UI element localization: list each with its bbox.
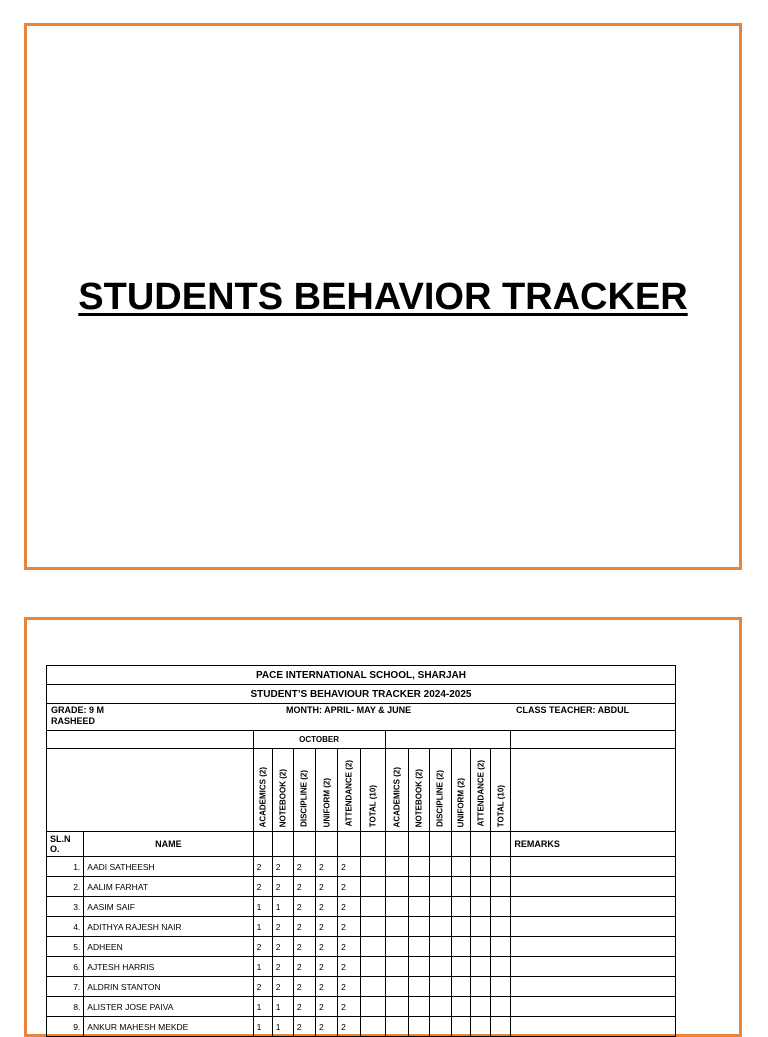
table-row — [47, 937, 676, 957]
table-row — [47, 997, 676, 1017]
class-teacher-label: CLASS TEACHER: ABDUL — [516, 705, 630, 715]
student-slno: 8. — [47, 997, 84, 1017]
empty-cell — [385, 877, 408, 897]
score-cell: 2 — [338, 957, 361, 977]
empty-cell — [491, 937, 511, 957]
empty-cell — [452, 917, 471, 937]
empty-cell — [385, 1017, 408, 1037]
empty-cell — [408, 957, 429, 977]
empty-cell — [385, 917, 408, 937]
empty-cell — [429, 917, 451, 937]
student-name: ALDRIN STANTON — [84, 977, 253, 997]
score-cell: 2 — [338, 897, 361, 917]
remarks-cell — [511, 857, 676, 877]
score-cell: 2 — [316, 977, 338, 997]
score-cell: 2 — [253, 977, 272, 997]
empty-cell — [471, 917, 491, 937]
empty-cell — [452, 877, 471, 897]
col-remarks: REMARKS — [511, 832, 676, 857]
criterion-uniform: UNIFORM (2) — [316, 749, 338, 832]
score-cell: 2 — [293, 857, 315, 877]
empty-cell — [429, 897, 451, 917]
student-slno: 6. — [47, 957, 84, 977]
student-slno: 5. — [47, 937, 84, 957]
score-cell: 1 — [253, 917, 272, 937]
score-cell: 2 — [316, 997, 338, 1017]
class-info — [47, 704, 676, 731]
empty-cell — [491, 997, 511, 1017]
student-slno: 4. — [47, 917, 84, 937]
score-cell: 2 — [253, 877, 272, 897]
score-cell: 2 — [272, 917, 293, 937]
score-cell: 2 — [316, 957, 338, 977]
empty-cell — [471, 997, 491, 1017]
table-row — [47, 977, 676, 997]
student-name: AALIM FARHAT — [84, 877, 253, 897]
cover-page — [24, 23, 742, 570]
empty-cell — [429, 977, 451, 997]
table-row — [47, 857, 676, 877]
empty-cell — [491, 877, 511, 897]
empty-cell — [361, 877, 385, 897]
empty-cell — [361, 997, 385, 1017]
empty-cell — [491, 897, 511, 917]
month-range: MONTH: APRIL- MAY & JUNE — [286, 705, 412, 715]
empty-cell — [385, 857, 408, 877]
empty-cell — [491, 1017, 511, 1037]
empty-cell — [491, 957, 511, 977]
student-slno: 2. — [47, 877, 84, 897]
empty-cell — [429, 997, 451, 1017]
table-row — [47, 957, 676, 977]
score-cell: 2 — [293, 937, 315, 957]
score-cell: 2 — [253, 937, 272, 957]
student-name: ALISTER JOSE PAIVA — [84, 997, 253, 1017]
remarks-cell — [511, 877, 676, 897]
score-cell: 1 — [272, 897, 293, 917]
score-cell: 2 — [293, 877, 315, 897]
remarks-cell — [511, 977, 676, 997]
empty-cell — [471, 937, 491, 957]
empty-cell — [452, 977, 471, 997]
score-cell: 2 — [316, 937, 338, 957]
score-cell: 2 — [316, 1017, 338, 1037]
score-cell: 1 — [272, 1017, 293, 1037]
score-cell: 2 — [293, 917, 315, 937]
empty-cell — [385, 897, 408, 917]
remarks-cell — [511, 957, 676, 977]
score-cell: 2 — [293, 977, 315, 997]
empty-cell — [408, 877, 429, 897]
empty-cell — [452, 957, 471, 977]
score-cell: 2 — [316, 857, 338, 877]
empty-cell — [471, 897, 491, 917]
student-name: AADI SATHEESH — [84, 857, 253, 877]
empty-cell — [361, 857, 385, 877]
empty-cell — [452, 937, 471, 957]
score-cell: 2 — [293, 997, 315, 1017]
criterion-discipline: DISCIPLINE (2) — [293, 749, 315, 832]
score-cell: 2 — [272, 957, 293, 977]
empty-cell — [491, 917, 511, 937]
score-cell: 1 — [253, 1017, 272, 1037]
score-cell: 1 — [253, 957, 272, 977]
empty-cell — [452, 1017, 471, 1037]
score-cell: 2 — [293, 1017, 315, 1037]
empty-cell — [385, 997, 408, 1017]
table-row — [47, 1017, 676, 1037]
remarks-cell — [511, 997, 676, 1017]
score-cell: 2 — [316, 897, 338, 917]
empty-cell — [429, 937, 451, 957]
score-cell: 2 — [338, 1017, 361, 1037]
score-cell: 2 — [338, 877, 361, 897]
tracker-page — [24, 617, 742, 1037]
grade-label: GRADE: 9 M — [51, 705, 105, 715]
empty-cell — [361, 937, 385, 957]
empty-cell — [429, 957, 451, 977]
remarks-cell — [511, 937, 676, 957]
criterion-total-2: TOTAL (10) — [491, 749, 511, 832]
teacher-name-continued: RASHEED — [51, 716, 96, 726]
criterion-uniform-2: UNIFORM (2) — [452, 749, 471, 832]
student-name: ADHEEN — [84, 937, 253, 957]
empty-cell — [361, 977, 385, 997]
empty-cell — [361, 897, 385, 917]
score-cell: 1 — [253, 897, 272, 917]
behaviour-tracker-table — [46, 665, 676, 1037]
empty-cell — [452, 997, 471, 1017]
criterion-attendance: ATTENDANCE (2) — [338, 749, 361, 832]
score-cell: 1 — [253, 997, 272, 1017]
table-row — [47, 897, 676, 917]
empty-cell — [408, 857, 429, 877]
cover-title: STUDENTS BEHAVIOR TRACKER — [78, 276, 688, 318]
empty-cell — [408, 897, 429, 917]
empty-cell — [408, 997, 429, 1017]
student-slno: 3. — [47, 897, 84, 917]
empty-cell — [471, 957, 491, 977]
score-cell: 2 — [272, 977, 293, 997]
score-cell: 2 — [293, 957, 315, 977]
empty-cell — [429, 877, 451, 897]
score-cell: 1 — [272, 997, 293, 1017]
score-cell: 2 — [338, 997, 361, 1017]
empty-cell — [491, 857, 511, 877]
empty-cell — [471, 977, 491, 997]
criterion-attendance-2: ATTENDANCE (2) — [471, 749, 491, 832]
criterion-notebook-2: NOTEBOOK (2) — [408, 749, 429, 832]
criterion-discipline-2: DISCIPLINE (2) — [429, 749, 451, 832]
empty-cell — [361, 957, 385, 977]
student-name: ADITHYA RAJESH NAIR — [84, 917, 253, 937]
empty-cell — [429, 857, 451, 877]
empty-cell — [452, 857, 471, 877]
score-cell: 2 — [272, 877, 293, 897]
empty-cell — [408, 917, 429, 937]
col-name: NAME — [84, 832, 253, 857]
empty-cell — [408, 977, 429, 997]
empty-cell — [471, 857, 491, 877]
student-slno: 9. — [47, 1017, 84, 1037]
student-name: ANKUR MAHESH MEKDE — [84, 1017, 253, 1037]
empty-cell — [385, 957, 408, 977]
student-slno: 7. — [47, 977, 84, 997]
criterion-notebook: NOTEBOOK (2) — [272, 749, 293, 832]
month-label: OCTOBER — [253, 731, 385, 749]
empty-cell — [385, 937, 408, 957]
remarks-cell — [511, 897, 676, 917]
remarks-cell — [511, 1017, 676, 1037]
student-name: AASIM SAIF — [84, 897, 253, 917]
empty-cell — [361, 917, 385, 937]
score-cell: 2 — [293, 897, 315, 917]
table-row — [47, 917, 676, 937]
empty-cell — [471, 1017, 491, 1037]
score-cell: 2 — [316, 877, 338, 897]
student-slno: 1. — [47, 857, 84, 877]
score-cell: 2 — [316, 917, 338, 937]
empty-cell — [385, 977, 408, 997]
empty-cell — [429, 1017, 451, 1037]
empty-cell — [361, 1017, 385, 1037]
criterion-academics: ACADEMICS (2) — [253, 749, 272, 832]
score-cell: 2 — [253, 857, 272, 877]
table-row — [47, 877, 676, 897]
score-cell: 2 — [272, 937, 293, 957]
score-cell: 2 — [272, 857, 293, 877]
empty-cell — [408, 937, 429, 957]
score-cell: 2 — [338, 857, 361, 877]
empty-cell — [491, 977, 511, 997]
score-cell: 2 — [338, 937, 361, 957]
col-slno: SL.N O. — [47, 832, 84, 857]
empty-cell — [452, 897, 471, 917]
criterion-total: TOTAL (10) — [361, 749, 385, 832]
criterion-academics-2: ACADEMICS (2) — [385, 749, 408, 832]
tracker-subtitle: STUDENT’S BEHAVIOUR TRACKER 2024-2025 — [47, 685, 676, 704]
remarks-cell — [511, 917, 676, 937]
school-name: PACE INTERNATIONAL SCHOOL, SHARJAH — [47, 666, 676, 685]
score-cell: 2 — [338, 917, 361, 937]
student-name: AJTESH HARRIS — [84, 957, 253, 977]
empty-cell — [408, 1017, 429, 1037]
empty-cell — [471, 877, 491, 897]
score-cell: 2 — [338, 977, 361, 997]
